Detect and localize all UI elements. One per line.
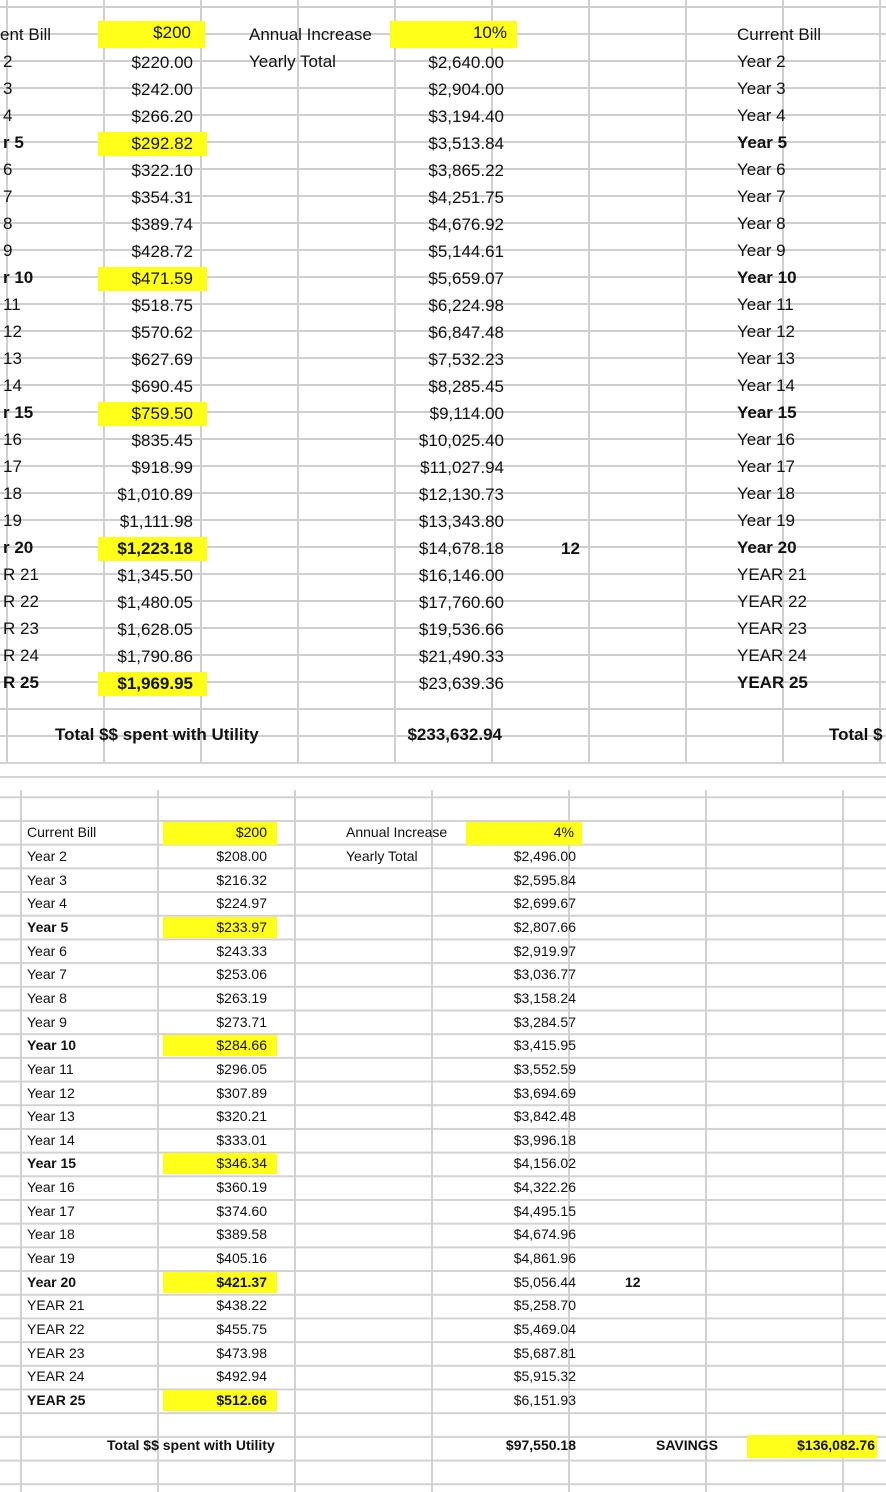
- row-yearly-total[interactable]: $3,036.77: [513, 966, 576, 983]
- row-yearly-total[interactable]: $4,676.92: [428, 215, 504, 234]
- row-yearly-total[interactable]: $2,640.00: [428, 53, 504, 72]
- row-label[interactable]: Year 12: [27, 1084, 75, 1101]
- row-label[interactable]: R 24: [3, 646, 39, 665]
- row-yearly-total[interactable]: $3,194.40: [428, 107, 504, 126]
- row-monthly-bill[interactable]: $322.10: [131, 161, 193, 180]
- row-right-label[interactable]: Year 13: [737, 349, 795, 368]
- row-monthly-bill[interactable]: $438.22: [216, 1297, 267, 1314]
- row-yearly-total[interactable]: $5,056.44: [513, 1273, 576, 1290]
- row-right-label[interactable]: YEAR 21: [737, 565, 807, 584]
- row-label[interactable]: Year 8: [27, 989, 67, 1006]
- row-label[interactable]: Year 17: [27, 1202, 75, 1219]
- total-value[interactable]: $233,632.94: [407, 725, 502, 744]
- yearly-total-label[interactable]: Yearly Total: [346, 848, 418, 864]
- row-label[interactable]: Year 18: [27, 1226, 75, 1243]
- row-monthly-bill[interactable]: $273.71: [216, 1013, 267, 1030]
- row-label[interactable]: Year 16: [27, 1179, 75, 1196]
- row-right-label[interactable]: Year 20: [737, 538, 797, 557]
- row-label[interactable]: 17: [3, 457, 22, 476]
- row-monthly-bill[interactable]: $307.89: [216, 1084, 267, 1101]
- row-yearly-total[interactable]: $3,694.69: [513, 1084, 576, 1101]
- row-label[interactable]: Year 9: [27, 1013, 67, 1030]
- row-yearly-total[interactable]: $3,865.22: [428, 161, 504, 180]
- row-right-label[interactable]: YEAR 25: [737, 673, 808, 692]
- row-label[interactable]: Year 6: [27, 942, 67, 959]
- row-monthly-bill[interactable]: $354.31: [131, 188, 193, 207]
- row-yearly-total[interactable]: $2,496.00: [513, 848, 576, 864]
- row-yearly-total[interactable]: $3,158.24: [513, 989, 576, 1006]
- row-label[interactable]: Year 19: [27, 1250, 75, 1267]
- row-label[interactable]: 18: [3, 484, 22, 503]
- current-bill-value[interactable]: $200: [163, 822, 277, 845]
- row-yearly-total[interactable]: $2,595.84: [513, 871, 576, 888]
- row-yearly-total[interactable]: $3,415.95: [513, 1037, 576, 1054]
- row-monthly-bill[interactable]: $333.01: [216, 1131, 267, 1148]
- row-label[interactable]: R 23: [3, 619, 39, 638]
- annual-increase-label[interactable]: Annual Increase: [249, 25, 372, 44]
- row-monthly-bill[interactable]: $216.32: [216, 871, 267, 888]
- row-yearly-total[interactable]: $3,284.57: [513, 1013, 576, 1030]
- row-label[interactable]: R 21: [3, 565, 39, 584]
- row-label[interactable]: Year 11: [27, 1060, 74, 1077]
- row-right-label[interactable]: Year 5: [737, 133, 788, 152]
- row-monthly-bill[interactable]: $1,628.05: [117, 620, 193, 639]
- row-label[interactable]: Year 10: [27, 1037, 77, 1054]
- row-monthly-bill[interactable]: $512.66: [163, 1390, 277, 1411]
- row-monthly-bill[interactable]: $1,111.98: [119, 512, 193, 531]
- row-monthly-bill[interactable]: $473.98: [216, 1344, 267, 1361]
- row-label[interactable]: YEAR 24: [27, 1368, 85, 1385]
- row-monthly-bill[interactable]: $405.16: [216, 1250, 267, 1267]
- row-monthly-bill[interactable]: $1,480.05: [117, 593, 193, 612]
- row-monthly-bill[interactable]: $918.99: [131, 458, 193, 477]
- row-yearly-total[interactable]: $4,322.26: [513, 1179, 576, 1196]
- savings-label[interactable]: SAVINGS: [656, 1437, 718, 1453]
- row-label[interactable]: Year 20: [27, 1273, 77, 1290]
- row-monthly-bill[interactable]: $389.74: [131, 215, 193, 234]
- row-yearly-total[interactable]: $2,699.67: [513, 895, 576, 912]
- row-monthly-bill[interactable]: $233.97: [163, 917, 277, 938]
- row-label[interactable]: 13: [3, 349, 22, 368]
- row-monthly-bill[interactable]: $253.06: [216, 966, 267, 983]
- row-label[interactable]: 4: [3, 106, 13, 125]
- row-label[interactable]: Year 4: [27, 895, 67, 912]
- row-label[interactable]: r 20: [3, 538, 34, 557]
- savings-value[interactable]: $136,082.76: [747, 1435, 877, 1458]
- row-right-label[interactable]: Year 11: [737, 295, 794, 314]
- right-total-label-partial[interactable]: Total $: [829, 725, 883, 744]
- row-monthly-bill[interactable]: $266.20: [131, 107, 193, 126]
- row-label[interactable]: 9: [3, 241, 13, 260]
- row-label[interactable]: 6: [3, 160, 13, 179]
- row-label[interactable]: YEAR 23: [27, 1344, 85, 1361]
- row-yearly-total[interactable]: $4,861.96: [513, 1250, 576, 1267]
- row-monthly-bill[interactable]: $835.45: [131, 431, 193, 450]
- row-monthly-bill[interactable]: $263.19: [216, 989, 267, 1006]
- row-yearly-total[interactable]: $5,258.70: [513, 1297, 576, 1314]
- row-yearly-total[interactable]: $4,156.02: [513, 1155, 576, 1172]
- row-label[interactable]: Year 3: [27, 871, 67, 888]
- row-label[interactable]: 3: [3, 79, 13, 98]
- row-yearly-total[interactable]: $14,678.18: [418, 539, 504, 558]
- spreadsheet-4-percent: [0, 790, 886, 1492]
- row-label[interactable]: YEAR 25: [27, 1391, 86, 1408]
- row-label[interactable]: r 10: [3, 268, 34, 287]
- row-monthly-bill[interactable]: $242.00: [131, 80, 193, 99]
- row-yearly-total[interactable]: $5,144.61: [428, 242, 504, 261]
- row-right-label[interactable]: Year 17: [737, 457, 795, 476]
- row-yearly-total[interactable]: $7,532.23: [428, 350, 504, 369]
- row-yearly-total[interactable]: $12,130.73: [418, 485, 504, 504]
- total-label[interactable]: Total $$ spent with Utility: [55, 725, 259, 744]
- row-yearly-total[interactable]: $6,224.98: [428, 296, 504, 315]
- row-yearly-total[interactable]: $10,025.40: [418, 431, 504, 450]
- row-yearly-total[interactable]: $4,251.75: [428, 188, 504, 207]
- row-label[interactable]: r 15: [3, 403, 34, 422]
- row-yearly-total[interactable]: $5,469.04: [513, 1321, 576, 1337]
- annual-increase-value[interactable]: 10%: [390, 21, 517, 48]
- total-value[interactable]: $97,550.18: [505, 1437, 576, 1453]
- row-label[interactable]: 19: [3, 511, 22, 530]
- window-divider: [0, 762, 886, 790]
- row-label[interactable]: R 25: [3, 673, 39, 692]
- row-yearly-total[interactable]: $2,807.66: [513, 918, 576, 935]
- row-monthly-bill[interactable]: $471.59: [98, 267, 207, 291]
- row-monthly-bill[interactable]: $292.82: [98, 132, 207, 156]
- annual-increase-value[interactable]: 4%: [466, 822, 582, 845]
- row-monthly-bill[interactable]: $1,010.89: [117, 485, 193, 504]
- row-monthly-bill[interactable]: $346.34: [163, 1153, 277, 1174]
- row-monthly-bill[interactable]: $428.72: [131, 242, 193, 261]
- row-label[interactable]: YEAR 22: [27, 1321, 85, 1337]
- row-right-label[interactable]: Year 9: [737, 241, 786, 260]
- row-yearly-total[interactable]: $4,674.96: [513, 1226, 576, 1243]
- row-yearly-total[interactable]: $9,114.00: [429, 404, 504, 423]
- row-monthly-bill[interactable]: $1,969.95: [98, 672, 207, 696]
- row-yearly-total[interactable]: $5,915.32: [513, 1368, 576, 1385]
- row-monthly-bill[interactable]: $220.00: [131, 53, 193, 72]
- row-monthly-bill[interactable]: $296.05: [216, 1060, 267, 1077]
- row-yearly-total[interactable]: $3,552.59: [513, 1060, 576, 1077]
- row-label[interactable]: Year 2: [27, 848, 67, 864]
- row-label[interactable]: Year 5: [27, 918, 69, 935]
- row-monthly-bill[interactable]: $1,790.86: [117, 647, 193, 666]
- row-right-label[interactable]: YEAR 23: [737, 619, 807, 638]
- row-yearly-total[interactable]: $3,513.84: [428, 134, 504, 153]
- row-label[interactable]: 16: [3, 430, 22, 449]
- row-right-label[interactable]: Year 4: [737, 106, 786, 125]
- row-yearly-total[interactable]: $5,659.07: [428, 269, 504, 288]
- row-label[interactable]: Year 7: [27, 966, 67, 983]
- row-monthly-bill[interactable]: $690.45: [131, 377, 193, 396]
- right-current-bill-label[interactable]: Current Bill: [737, 25, 822, 44]
- row-label[interactable]: 12: [3, 322, 22, 341]
- row-yearly-total[interactable]: $21,490.33: [418, 647, 504, 666]
- row-yearly-total[interactable]: $3,842.48: [513, 1108, 576, 1125]
- row-right-label[interactable]: Year 16: [737, 430, 795, 449]
- row-monthly-bill[interactable]: $360.19: [216, 1179, 267, 1196]
- row-monthly-bill[interactable]: $492.94: [216, 1368, 267, 1385]
- row-monthly-bill[interactable]: $374.60: [216, 1202, 267, 1219]
- row-right-label[interactable]: YEAR 22: [737, 592, 807, 611]
- row-monthly-bill[interactable]: $320.21: [216, 1108, 267, 1125]
- row-yearly-total[interactable]: $16,146.00: [418, 566, 504, 585]
- row-yearly-total[interactable]: $4,495.15: [513, 1202, 576, 1219]
- row-monthly-bill[interactable]: $627.69: [131, 350, 193, 369]
- current-bill-label[interactable]: Current Bill: [27, 824, 97, 840]
- row-label[interactable]: 11: [3, 295, 21, 314]
- row-monthly-bill[interactable]: $421.37: [163, 1272, 277, 1293]
- row-label[interactable]: 8: [3, 214, 13, 233]
- row-monthly-bill[interactable]: $1,345.50: [117, 566, 193, 585]
- row-yearly-total[interactable]: $8,285.45: [428, 377, 504, 396]
- row-yearly-total[interactable]: $6,847.48: [428, 323, 504, 342]
- row-label[interactable]: YEAR 21: [27, 1297, 85, 1314]
- row-label[interactable]: 14: [3, 376, 22, 395]
- row-yearly-total[interactable]: $6,151.93: [513, 1391, 576, 1408]
- marker-cell[interactable]: 12: [561, 539, 580, 558]
- row-monthly-bill[interactable]: $1,223.18: [98, 537, 207, 561]
- marker-cell[interactable]: 12: [625, 1273, 641, 1290]
- row-right-label[interactable]: Year 8: [737, 214, 786, 233]
- row-label[interactable]: R 22: [3, 592, 39, 611]
- current-bill-label[interactable]: ent Bill: [0, 25, 52, 44]
- row-yearly-total[interactable]: $13,343.80: [418, 512, 504, 531]
- row-monthly-bill[interactable]: $243.33: [216, 942, 267, 959]
- row-label[interactable]: 2: [3, 52, 13, 71]
- current-bill-value[interactable]: $200: [98, 21, 205, 48]
- row-right-label[interactable]: Year 12: [737, 322, 795, 341]
- row-yearly-total[interactable]: $2,919.97: [513, 942, 576, 959]
- row-yearly-total[interactable]: $17,760.60: [418, 593, 504, 612]
- yearly-total-label[interactable]: Yearly Total: [249, 52, 336, 71]
- row-yearly-total[interactable]: $2,904.00: [428, 80, 504, 99]
- row-right-label[interactable]: Year 15: [737, 403, 797, 422]
- row-label[interactable]: Year 14: [27, 1131, 75, 1148]
- row-monthly-bill[interactable]: $455.75: [216, 1321, 267, 1337]
- row-right-label[interactable]: Year 14: [737, 376, 795, 395]
- row-yearly-total[interactable]: $19,536.66: [418, 620, 504, 639]
- row-right-label[interactable]: Year 6: [737, 160, 786, 179]
- row-yearly-total[interactable]: $11,027.94: [420, 458, 504, 477]
- row-right-label[interactable]: YEAR 24: [737, 646, 807, 665]
- row-right-label[interactable]: Year 7: [737, 187, 786, 206]
- row-monthly-bill[interactable]: $518.75: [131, 296, 193, 315]
- annual-increase-label[interactable]: Annual Increase: [346, 824, 448, 840]
- row-right-label[interactable]: Year 3: [737, 79, 786, 98]
- row-monthly-bill[interactable]: $759.50: [98, 402, 207, 426]
- row-monthly-bill[interactable]: $570.62: [131, 323, 193, 342]
- row-label[interactable]: Year 13: [27, 1108, 75, 1125]
- row-label[interactable]: 7: [3, 187, 13, 206]
- total-label[interactable]: Total $$ spent with Utility: [107, 1437, 275, 1453]
- row-monthly-bill[interactable]: $389.58: [216, 1226, 267, 1243]
- row-right-label[interactable]: Year 19: [737, 511, 795, 530]
- row-yearly-total[interactable]: $3,996.18: [513, 1131, 576, 1148]
- row-monthly-bill[interactable]: $284.66: [163, 1035, 277, 1056]
- row-right-label[interactable]: Year 18: [737, 484, 795, 503]
- row-label[interactable]: Year 15: [27, 1155, 77, 1172]
- row-monthly-bill[interactable]: $224.97: [216, 895, 267, 912]
- row-right-label[interactable]: Year 2: [737, 52, 786, 71]
- row-right-label[interactable]: Year 10: [737, 268, 797, 287]
- row-yearly-total[interactable]: $5,687.81: [513, 1344, 576, 1361]
- row-monthly-bill[interactable]: $208.00: [216, 848, 267, 864]
- row-label[interactable]: r 5: [3, 133, 24, 152]
- row-yearly-total[interactable]: $23,639.36: [418, 674, 504, 693]
